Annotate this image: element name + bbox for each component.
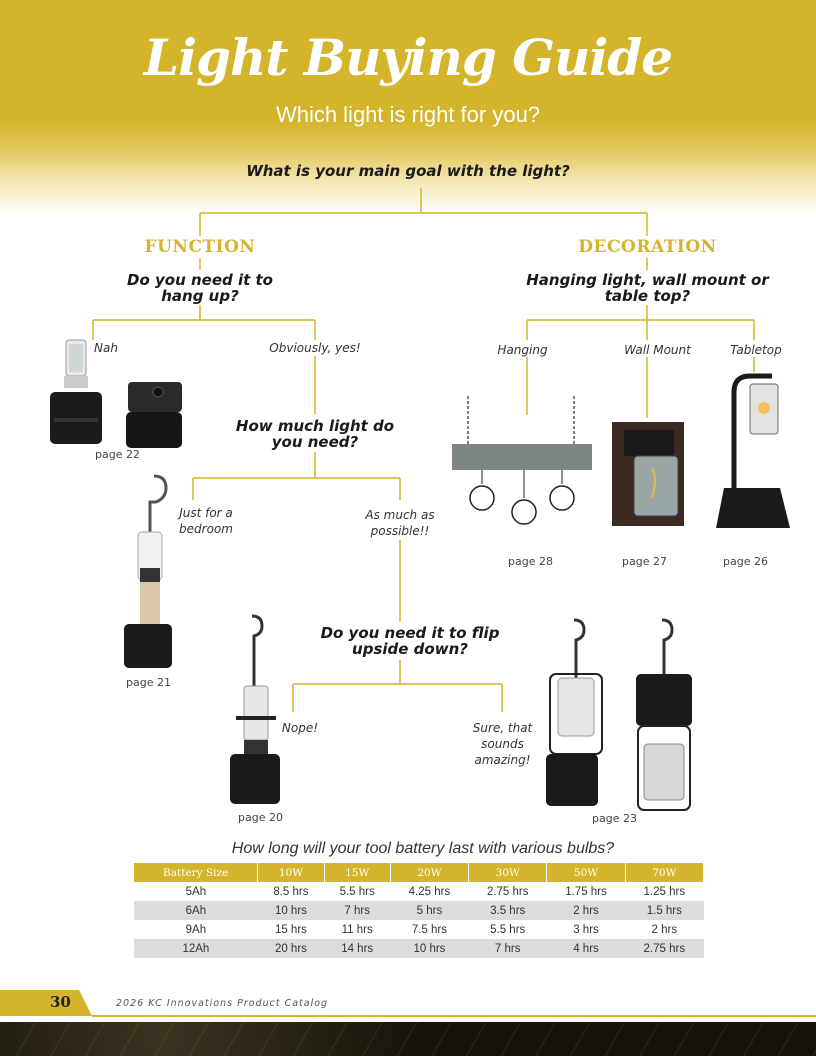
table-header-cell: Battery Size — [134, 863, 258, 882]
tabletop-lamp-product-image — [708, 368, 792, 532]
table-cell: 12Ah — [134, 939, 258, 958]
beam-chandelier-product-image — [448, 392, 598, 532]
footer-decorative-band — [0, 1022, 816, 1056]
table-cell: 4.25 hrs — [408, 885, 451, 898]
decoration-question: Hanging light, wall mount or table top? — [526, 271, 769, 305]
table-row — [134, 920, 704, 939]
wall-mount-option: Wall Mount — [624, 343, 691, 357]
page-ref-20: page 20 — [238, 811, 283, 824]
flip-cage-lights-product-image — [540, 616, 700, 820]
table-row — [134, 882, 704, 901]
table-cell: 2.75 hrs — [625, 939, 703, 958]
table-header-cell: 30W — [469, 863, 547, 882]
page-ref-26: page 26 — [723, 555, 768, 568]
battery-adapter-product-image — [124, 378, 186, 454]
sure-option: Sure, that sounds amazing! — [472, 721, 533, 767]
table-cell: 5.5 hrs — [339, 885, 375, 898]
catalog-name: 2026 KC Innovations Product Catalog — [116, 998, 329, 1009]
page-ref-21: page 21 — [126, 676, 171, 689]
compact-bulb-battery-product-image — [44, 336, 104, 448]
page-title: Light Buying Guide — [143, 28, 673, 87]
hook-lantern-product-image — [226, 612, 286, 808]
page-ref-22: page 22 — [95, 448, 140, 461]
table-cell: 15 hrs — [274, 923, 307, 936]
table-header-row — [134, 863, 704, 882]
main-question: What is your main goal with the light? — [246, 162, 570, 180]
table-header-cell: 20W — [390, 863, 468, 882]
page-number: 30 — [50, 993, 71, 1011]
decoration-category: DECORATION — [578, 237, 717, 257]
page-subtitle: Which light is right for you? — [275, 102, 541, 127]
light-amount-question: How much light do you need? — [235, 417, 395, 451]
table-cell: 10 hrs — [258, 901, 324, 920]
table-cell: 7 hrs — [324, 901, 390, 920]
table-cell: 5.5 hrs — [490, 923, 526, 936]
table-cell: 14 hrs — [324, 939, 390, 958]
tabletop-option: Tabletop — [730, 343, 782, 357]
yes-option: Obviously, yes! — [269, 341, 361, 355]
table-cell: 9Ah — [185, 923, 207, 936]
nah-option: Nah — [94, 341, 118, 355]
table-cell: 7 hrs — [469, 939, 547, 958]
table-cell: 2 hrs — [547, 901, 625, 920]
page-ref-27: page 27 — [622, 555, 667, 568]
table-cell: 2 hrs — [651, 923, 678, 936]
page-number-tab — [0, 990, 92, 1016]
battery-table-title: How long will your tool battery last with various bulbs? — [231, 840, 615, 857]
table-header-cell: 10W — [258, 863, 324, 882]
page-ref-28: page 28 — [508, 555, 553, 568]
hang-up-question: Do you need it to hang up? — [127, 271, 273, 305]
table-cell: 5 hrs — [390, 901, 468, 920]
wall-mount-lantern-product-image — [608, 418, 692, 530]
max-light-option: As much as possible!! — [365, 508, 435, 538]
table-cell: 20 hrs — [258, 939, 324, 958]
bedroom-option: Just for a bedroom — [179, 506, 233, 536]
footer-divider — [92, 1015, 816, 1017]
bedroom-hook-light-product-image — [118, 472, 178, 674]
table-row — [134, 939, 704, 958]
table-header-cell: 70W — [625, 863, 703, 882]
table-cell: 10 hrs — [390, 939, 468, 958]
table-cell: 11 hrs — [341, 923, 373, 936]
table-cell: 1.75 hrs — [565, 885, 607, 898]
page-ref-23: page 23 — [592, 812, 637, 825]
table-cell: 2.75 hrs — [486, 885, 529, 898]
table-cell: 3.5 hrs — [469, 901, 547, 920]
table-cell: 5Ah — [185, 885, 207, 898]
function-category: FUNCTION — [144, 237, 256, 257]
nope-option: Nope! — [281, 721, 319, 735]
battery-life-table — [134, 863, 704, 958]
table-header-cell: 50W — [547, 863, 625, 882]
table-cell: 1.25 hrs — [643, 885, 686, 898]
table-cell: 3 hrs — [573, 923, 599, 936]
table-row — [134, 901, 704, 920]
table-cell: 8.5 hrs — [273, 885, 309, 898]
table-cell: 1.5 hrs — [625, 901, 703, 920]
table-cell: 6Ah — [134, 901, 258, 920]
table-cell: 4 hrs — [547, 939, 625, 958]
table-header-cell: 15W — [324, 863, 390, 882]
table-cell: 7.5 hrs — [411, 923, 448, 936]
hanging-option: Hanging — [497, 343, 548, 357]
flip-question: Do you need it to flip upside down? — [320, 624, 500, 658]
